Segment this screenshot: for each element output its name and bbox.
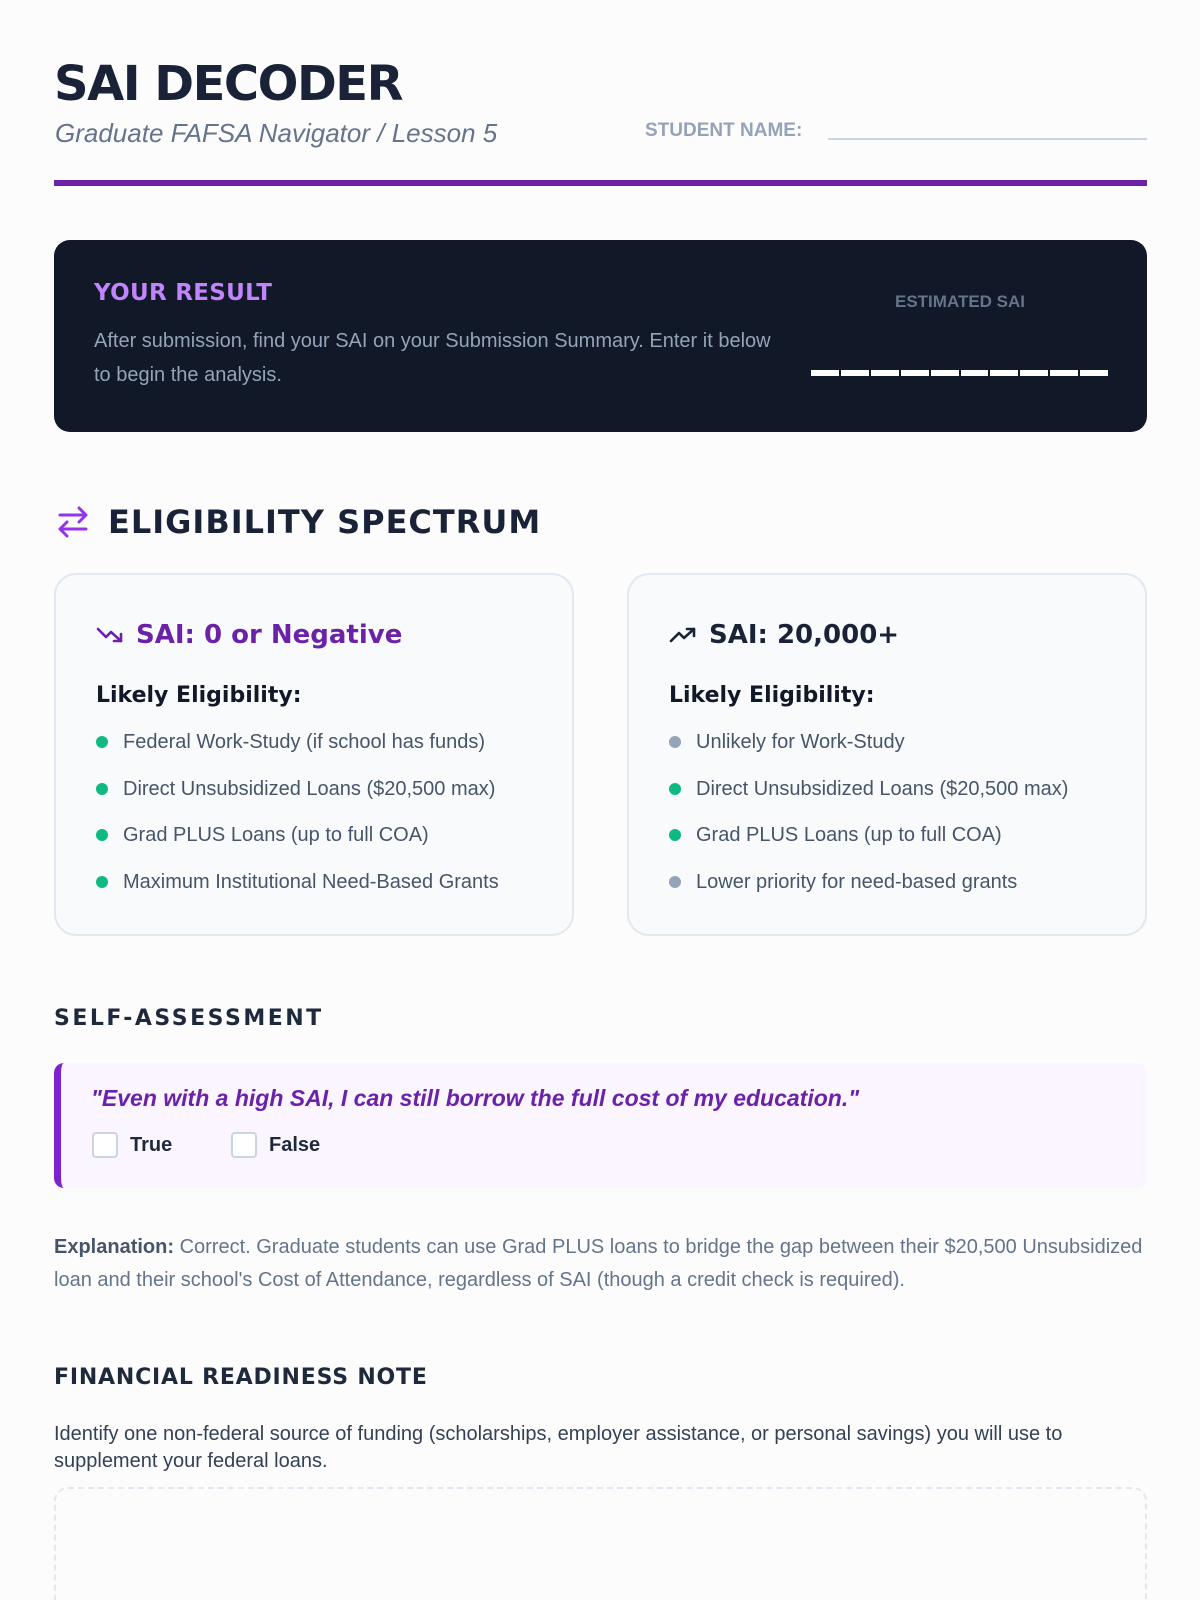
financial-readiness-title: FINANCIAL READINESS NOTE bbox=[54, 1365, 428, 1390]
page-title: SAI DECODER bbox=[54, 56, 403, 112]
false-checkbox[interactable] bbox=[231, 1132, 257, 1158]
list-item bbox=[669, 821, 1068, 868]
student-name-label: STUDENT NAME: bbox=[645, 120, 803, 141]
list-item-text: Unlikely for Work-Study bbox=[696, 731, 905, 753]
self-assessment-box bbox=[54, 1063, 1147, 1188]
list-item bbox=[669, 775, 1068, 822]
list-item-text: Grad PLUS Loans (up to full COA) bbox=[123, 824, 429, 846]
eligibility-label: Likely Eligibility: bbox=[669, 683, 875, 708]
explanation bbox=[54, 1231, 1147, 1297]
list-item bbox=[96, 868, 499, 915]
arrows-left-right-icon bbox=[56, 504, 90, 538]
result-card bbox=[54, 240, 1147, 432]
list-item bbox=[96, 775, 499, 822]
trending-down-icon bbox=[96, 625, 124, 645]
true-label: True bbox=[130, 1134, 173, 1156]
status-dot bbox=[669, 829, 681, 841]
spectrum-section-header bbox=[54, 500, 754, 544]
list-item-text: Grad PLUS Loans (up to full COA) bbox=[696, 824, 1002, 846]
sai-digit-box[interactable] bbox=[931, 368, 959, 376]
estimated-sai-label: ESTIMATED SAI bbox=[895, 292, 1026, 311]
sai-digit-box[interactable] bbox=[961, 368, 989, 376]
status-dot bbox=[96, 736, 108, 748]
result-title: YOUR RESULT bbox=[94, 280, 273, 306]
list-item-text: Lower priority for need-based grants bbox=[696, 870, 1018, 893]
estimated-sai-input[interactable] bbox=[811, 368, 1108, 376]
trending-up-icon bbox=[669, 625, 697, 645]
financial-readiness-description: Identify one non-federal source of funding (scholarships, employer assistance, or personal savings) you will use to supplement your federal loans. bbox=[54, 1423, 1063, 1472]
sai-digit-box[interactable] bbox=[841, 368, 869, 376]
sai-digit-box[interactable] bbox=[1080, 368, 1108, 376]
list-item bbox=[669, 868, 1068, 915]
self-assessment-title: SELF-ASSESSMENT bbox=[54, 1006, 324, 1031]
eligibility-label: Likely Eligibility: bbox=[96, 683, 302, 708]
result-description: After submission, find your SAI on your Submission Summary. Enter it below to begin the analysis. bbox=[94, 330, 771, 386]
false-label: False bbox=[269, 1134, 321, 1156]
financial-readiness-answer-field[interactable] bbox=[54, 1487, 1147, 1600]
list-item bbox=[669, 728, 1068, 775]
student-name-field[interactable] bbox=[828, 138, 1147, 140]
sai-digit-box[interactable] bbox=[871, 368, 899, 376]
header-divider bbox=[54, 180, 1147, 186]
worksheet-page bbox=[54, 0, 1147, 1600]
status-dot bbox=[669, 783, 681, 795]
explanation-label: Explanation: bbox=[54, 1236, 175, 1258]
page-subtitle: Graduate FAFSA Navigator / Lesson 5 bbox=[55, 118, 498, 148]
status-dot bbox=[96, 783, 108, 795]
status-dot bbox=[96, 876, 108, 888]
sai-digit-box[interactable] bbox=[990, 368, 1018, 376]
card-heading-text: SAI: 20,000+ bbox=[709, 620, 900, 650]
list-item-text: Direct Unsubsidized Loans ($20,500 max) bbox=[696, 777, 1069, 800]
sai-digit-box[interactable] bbox=[901, 368, 929, 376]
header bbox=[54, 50, 1147, 188]
status-dot bbox=[669, 876, 681, 888]
eligibility-card-high-sai bbox=[627, 573, 1147, 936]
assessment-statement: "Even with a high SAI, I can still borrow the full cost of my education." bbox=[91, 1085, 860, 1111]
card-heading-text: SAI: 0 or Negative bbox=[136, 620, 403, 650]
sai-digit-box[interactable] bbox=[811, 368, 839, 376]
true-checkbox[interactable] bbox=[92, 1132, 118, 1158]
status-dot bbox=[669, 736, 681, 748]
list-item-text: Federal Work-Study (if school has funds) bbox=[123, 731, 486, 753]
list-item bbox=[96, 728, 499, 775]
spectrum-title: ELIGIBILITY SPECTRUM bbox=[108, 503, 542, 541]
status-dot bbox=[96, 829, 108, 841]
explanation-text: Correct. Graduate students can use Grad PLUS loans to bridge the gap between their $20,500 Unsubsidized loan and their school's Cost of Attendance, regardless of SAI (though a credit check is required). bbox=[54, 1236, 1143, 1291]
sai-digit-box[interactable] bbox=[1050, 368, 1078, 376]
eligibility-card-low-sai bbox=[54, 573, 574, 936]
list-item-text: Direct Unsubsidized Loans ($20,500 max) bbox=[123, 777, 496, 800]
list-item-text: Maximum Institutional Need-Based Grants bbox=[123, 870, 499, 893]
eligibility-list bbox=[96, 728, 499, 914]
sai-digit-box[interactable] bbox=[1020, 368, 1048, 376]
eligibility-list bbox=[669, 728, 1068, 914]
list-item bbox=[96, 821, 499, 868]
